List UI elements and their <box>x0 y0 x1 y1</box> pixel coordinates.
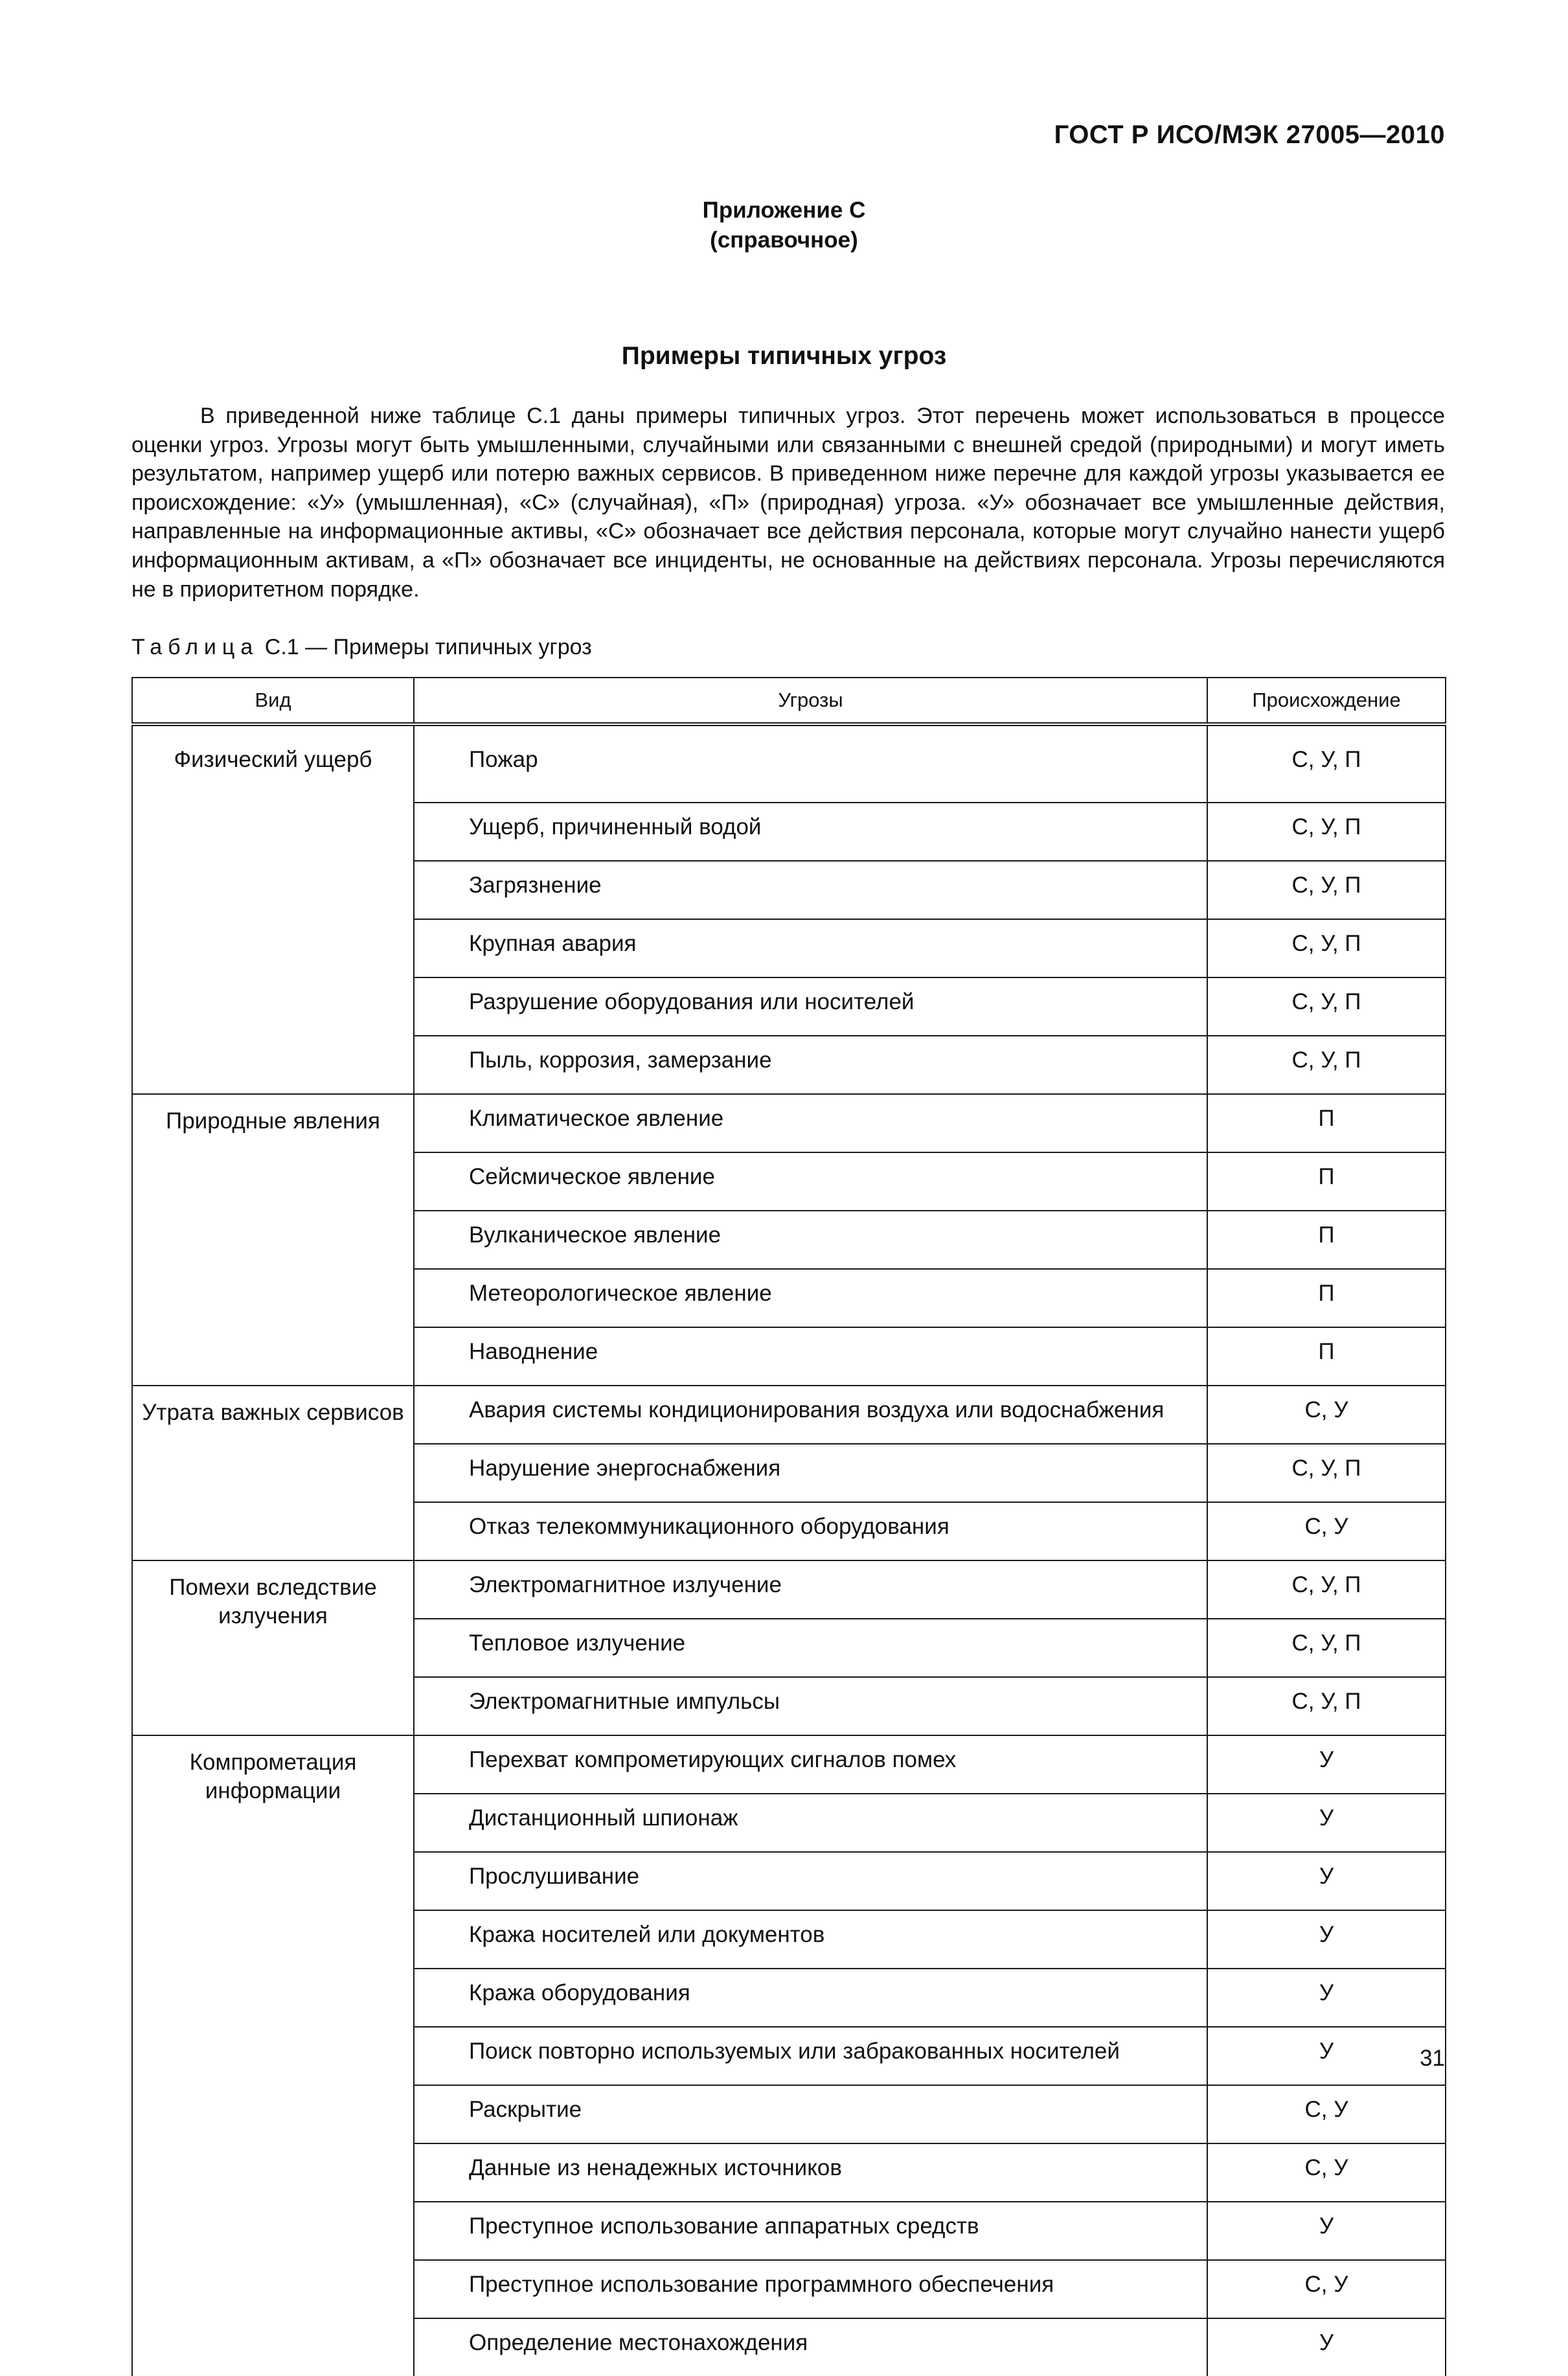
threat-kind-cell: Компрометация информации <box>132 1735 414 2376</box>
table-body <box>132 724 1446 2376</box>
threat-cell: Кража оборудования <box>414 1969 1207 2027</box>
origin-cell: У <box>1207 2202 1446 2260</box>
appendix-title: Приложение С <box>702 198 866 223</box>
threat-cell: Определение местонахождения <box>414 2318 1207 2376</box>
threat-kind-cell: Физический ущерб <box>132 724 414 1094</box>
threat-cell: Пожар <box>414 724 1207 803</box>
table-caption <box>131 635 592 660</box>
threat-cell: Преступное использование аппаратных средств <box>414 2202 1207 2260</box>
threat-cell: Электромагнитное излучение <box>414 1560 1207 1619</box>
origin-cell: С, У <box>1207 1386 1446 1444</box>
appendix-type: (справочное) <box>710 227 858 253</box>
origin-cell: У <box>1207 1969 1446 2027</box>
page-number: 31 <box>1420 2046 1445 2071</box>
origin-cell: С, У, П <box>1207 919 1446 977</box>
section-title: Примеры типичных угроз <box>621 342 947 370</box>
column-header-kind: Вид <box>132 678 414 724</box>
threat-kind-cell: Утрата важных сервисов <box>132 1386 414 1560</box>
threat-cell: Метеорологическое явление <box>414 1269 1207 1327</box>
threat-cell: Крупная авария <box>414 919 1207 977</box>
threat-cell: Раскрытие <box>414 2085 1207 2143</box>
threat-cell: Ущерб, причиненный водой <box>414 803 1207 861</box>
origin-cell: С, У <box>1207 2260 1446 2318</box>
threat-cell: Поиск повторно используемых или забракованных носителей <box>414 2027 1207 2085</box>
origin-cell: С, У, П <box>1207 861 1446 919</box>
origin-cell: С, У, П <box>1207 1444 1446 1502</box>
threat-cell: Пыль, коррозия, замерзание <box>414 1036 1207 1094</box>
threat-cell: Сейсмическое явление <box>414 1152 1207 1211</box>
threat-cell: Тепловое излучение <box>414 1619 1207 1677</box>
origin-cell: У <box>1207 2318 1446 2376</box>
origin-cell: У <box>1207 1910 1446 1969</box>
origin-cell: П <box>1207 1152 1446 1211</box>
table-row <box>132 1386 1446 1444</box>
threat-cell: Данные из ненадежных источников <box>414 2143 1207 2202</box>
threat-cell: Нарушение энергоснабжения <box>414 1444 1207 1502</box>
column-header-threats: Угрозы <box>414 678 1207 724</box>
threat-cell: Дистанционный шпионаж <box>414 1794 1207 1852</box>
intro-paragraph: В приведенной ниже таблице С.1 даны примеры типичных угроз. Этот перечень может использоваться в процессе оценки угроз. Угрозы могут быть умышленными, случайными или связанными с внешней средой (природными) и могут иметь результатом, например ущерб или потерю важных сервисов. В приведенном ниже перечне для каждой угрозы указывается ее происхождение: «У» (умышленная), «С» (случайная), «П» (природная) угроза. «У» обозначает все умышленные действия, направленные на информационные активы, «С» обозначает все действия персонала, которые могут случайно нанести ущерб информационным активам, а «П» обозначает все инциденты, не основанные на действиях персонала. Угрозы перечисляются не в приоритетном порядке. <box>131 404 1445 602</box>
table-caption-text: С.1 — Примеры типичных угроз <box>258 635 592 659</box>
column-header-origin: Происхождение <box>1207 678 1446 724</box>
table-row <box>132 1560 1446 1619</box>
origin-cell: П <box>1207 1269 1446 1327</box>
table-caption-label: Таблица <box>131 635 259 659</box>
origin-cell: У <box>1207 1735 1446 1794</box>
threat-cell: Отказ телекоммуникационного оборудования <box>414 1502 1207 1560</box>
threat-cell: Разрушение оборудования или носителей <box>414 977 1207 1036</box>
origin-cell: У <box>1207 1852 1446 1910</box>
origin-cell: С, У, П <box>1207 724 1446 803</box>
origin-cell: С, У, П <box>1207 803 1446 861</box>
appendix-heading <box>0 196 1568 255</box>
origin-cell: У <box>1207 1794 1446 1852</box>
threats-table <box>131 677 1446 2376</box>
origin-cell: С, У, П <box>1207 1560 1446 1619</box>
origin-cell: П <box>1207 1094 1446 1152</box>
origin-cell: С, У, П <box>1207 1677 1446 1735</box>
origin-cell: С, У <box>1207 1502 1446 1560</box>
document-code: ГОСТ Р ИСО/МЭК 27005—2010 <box>1054 120 1445 149</box>
origin-cell: С, У, П <box>1207 977 1446 1036</box>
threat-cell: Климатическое явление <box>414 1094 1207 1152</box>
threat-cell: Наводнение <box>414 1327 1207 1386</box>
threat-cell: Кража носителей или документов <box>414 1910 1207 1969</box>
origin-cell: П <box>1207 1327 1446 1386</box>
origin-cell: С, У <box>1207 2085 1446 2143</box>
threat-kind-cell: Помехи вследствие излучения <box>132 1560 414 1735</box>
origin-cell: П <box>1207 1211 1446 1269</box>
origin-cell: С, У, П <box>1207 1619 1446 1677</box>
threat-cell: Вулканическое явление <box>414 1211 1207 1269</box>
origin-cell: У <box>1207 2027 1446 2085</box>
threat-cell: Загрязнение <box>414 861 1207 919</box>
origin-cell: С, У <box>1207 2143 1446 2202</box>
threat-cell: Перехват компрометирующих сигналов помех <box>414 1735 1207 1794</box>
threat-cell: Преступное использование программного обеспечения <box>414 2260 1207 2318</box>
table-row <box>132 1094 1446 1152</box>
table-row <box>132 724 1446 803</box>
origin-cell: С, У, П <box>1207 1036 1446 1094</box>
table-row <box>132 1735 1446 1794</box>
threat-cell: Прослушивание <box>414 1852 1207 1910</box>
table-header-row <box>132 678 1446 724</box>
threat-cell: Авария системы кондиционирования воздуха или водоснабжения <box>414 1386 1207 1444</box>
threat-kind-cell: Природные явления <box>132 1094 414 1386</box>
threat-cell: Электромагнитные импульсы <box>414 1677 1207 1735</box>
